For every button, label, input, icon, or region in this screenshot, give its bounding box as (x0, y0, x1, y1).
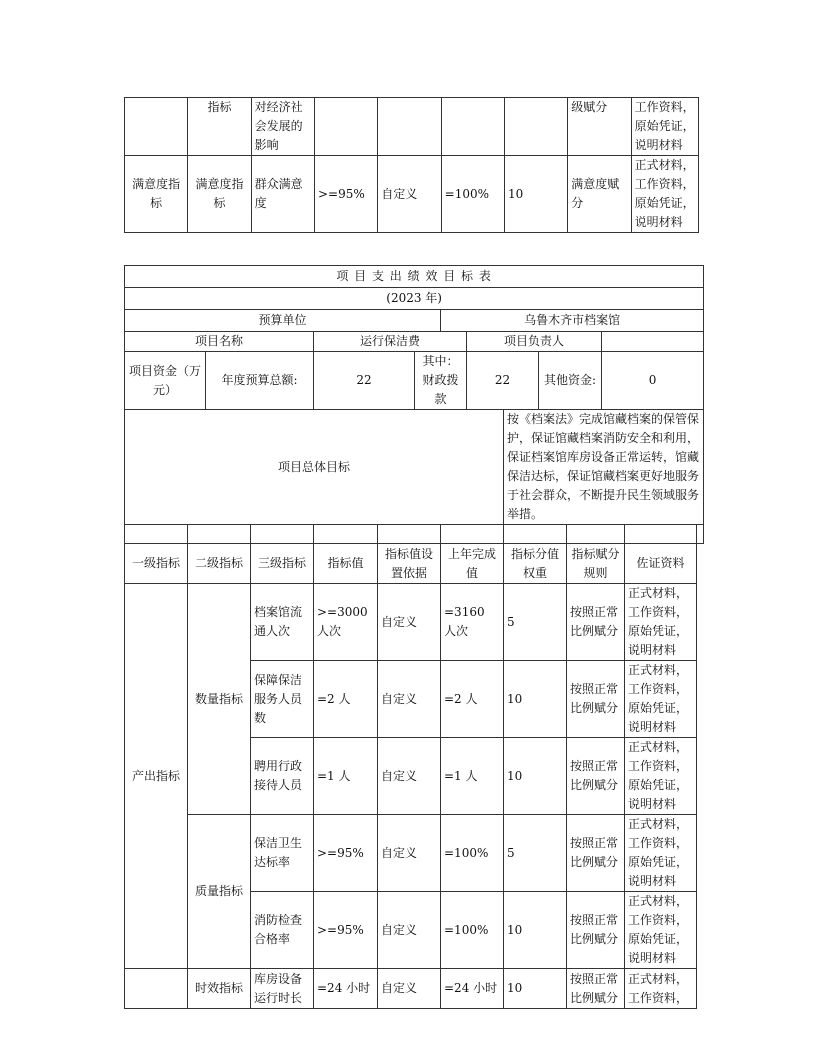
table-row (125, 815, 704, 892)
funds-label: 项目资金（万元） (125, 352, 206, 410)
cell: =100% (441, 156, 504, 233)
value-cell: >=3000 人次 (314, 584, 378, 661)
spacer-cell (441, 525, 504, 544)
cell: 级赋分 (568, 98, 631, 156)
value-cell: >=95% (314, 815, 378, 892)
header-cell: 指标分值权重 (504, 544, 567, 584)
table-title: 项 目 支 出 绩 效 目 标 表 (125, 266, 704, 288)
spacer-cell (125, 525, 188, 544)
last-year-cell: =100% (441, 892, 504, 969)
value-cell: =24 小时 (314, 969, 378, 1009)
cell (441, 98, 504, 156)
evidence-cell: 正式材料，工作资料，原始凭证，说明材料 (625, 661, 697, 738)
cell: 正式材料，工作资料，原始凭证，说明材料 (631, 156, 698, 233)
evidence-cell: 正式材料，工作资料，原始凭证，说明材料 (625, 892, 697, 969)
spacer-cell (567, 525, 625, 544)
continued-table (124, 97, 699, 233)
table-row (125, 584, 704, 661)
fiscal-value: 22 (467, 352, 539, 410)
table-year: (2023 年) (125, 288, 704, 310)
header-cell: 二级指标 (188, 544, 251, 584)
spacer-cell (314, 525, 378, 544)
rule-cell: 按照正常比例赋分 (567, 661, 625, 738)
project-leader-value (602, 332, 704, 352)
annual-budget-value: 22 (314, 352, 415, 410)
level2-quantity: 数量指标 (188, 584, 251, 815)
evidence-cell: 正式材料，工作资料，原始凭证，说明材料 (625, 815, 697, 892)
basis-cell: 自定义 (378, 969, 441, 1009)
header-cell: 佐证资料 (625, 544, 697, 584)
cell: 自定义 (378, 156, 441, 233)
spacer-cell (697, 525, 704, 544)
basis-cell: 自定义 (378, 661, 441, 738)
cell: 10 (504, 156, 567, 233)
evidence-cell: 正式材料，工作资料，原始凭证，说明材料 (625, 584, 697, 661)
weight-cell: 5 (504, 584, 567, 661)
evidence-cell: 正式材料，工作资料，原始凭证，说明材料 (625, 738, 697, 815)
level3-cell: 库房设备运行时长 (251, 969, 314, 1009)
weight-cell: 5 (504, 815, 567, 892)
last-year-cell: =3160 人次 (441, 584, 504, 661)
weight-cell: 10 (504, 738, 567, 815)
weight-cell: 10 (504, 661, 567, 738)
rule-cell: 按照正常比例赋分 (567, 584, 625, 661)
cell: 指标 (188, 98, 251, 156)
header-cell: 上年完成值 (441, 544, 504, 584)
level3-cell: 保障保洁服务人员数 (251, 661, 314, 738)
spacer-cell (251, 525, 314, 544)
cell (314, 98, 377, 156)
weight-cell: 10 (504, 969, 567, 1009)
cell: >=95% (314, 156, 377, 233)
cell (378, 98, 441, 156)
rule-cell: 按照正常比例赋分 (567, 892, 625, 969)
other-funds-value: 0 (602, 352, 704, 410)
last-year-cell: =100% (441, 815, 504, 892)
table-row (125, 969, 704, 1009)
overall-goal-text: 按《档案法》完成馆藏档案的保管保护，保证馆藏档案消防安全和利用，保证档案馆库房设备正常运转，馆藏保洁达标，保证馆藏档案更好地服务于社会群众，不断提升民生领域服务举措。 (504, 410, 704, 525)
project-name-label: 项目名称 (125, 332, 314, 352)
cell: 满意度赋分 (568, 156, 631, 233)
basis-cell: 自定义 (378, 815, 441, 892)
last-year-cell: =24 小时 (441, 969, 504, 1009)
value-cell: =1 人 (314, 738, 378, 815)
spacer-cell (504, 525, 567, 544)
fiscal-label: 其中：财政拨款 (415, 352, 467, 410)
level3-cell: 消防检查合格率 (251, 892, 314, 969)
header-cell: 一级指标 (125, 544, 188, 584)
basis-cell: 自定义 (378, 738, 441, 815)
spacer-cell (188, 525, 251, 544)
basis-cell: 自定义 (378, 892, 441, 969)
level2-quality: 质量指标 (188, 815, 251, 969)
cell: 工作资料，原始凭证，说明材料 (631, 98, 698, 156)
annual-budget-label: 年度预算总额: (206, 352, 314, 410)
cell: 对经济社会发展的影响 (251, 98, 314, 156)
spacer-cell (378, 525, 441, 544)
project-name-value: 运行保洁费 (314, 332, 467, 352)
header-cell: 指标值 (314, 544, 378, 584)
budget-unit-value: 乌鲁木齐市档案馆 (441, 310, 704, 332)
performance-target-table (124, 265, 704, 1009)
header-cell: 指标值设置依据 (378, 544, 441, 584)
level1-output: 产出指标 (125, 584, 188, 969)
weight-cell: 10 (504, 892, 567, 969)
cell: 满意度指标 (188, 156, 251, 233)
level1-empty (125, 969, 188, 1009)
budget-unit-label: 预算单位 (125, 310, 441, 332)
other-funds-label: 其他资金: (539, 352, 602, 410)
level3-cell: 档案馆流通人次 (251, 584, 314, 661)
cell (125, 98, 188, 156)
cell: 群众满意度 (251, 156, 314, 233)
last-year-cell: =2 人 (441, 661, 504, 738)
value-cell: >=95% (314, 892, 378, 969)
last-year-cell: =1 人 (441, 738, 504, 815)
rule-cell: 按照正常比例赋分 (567, 738, 625, 815)
basis-cell: 自定义 (378, 584, 441, 661)
cell: 满意度指标 (125, 156, 188, 233)
level3-cell: 保洁卫生达标率 (251, 815, 314, 892)
spacer-cell (625, 525, 697, 544)
header-cell: 三级指标 (251, 544, 314, 584)
rule-cell: 按照正常比例赋分 (567, 969, 625, 1009)
level2-time: 时效指标 (188, 969, 251, 1009)
cell (504, 98, 567, 156)
project-leader-label: 项目负责人 (467, 332, 602, 352)
overall-goal-label: 项目总体目标 (125, 410, 504, 525)
level3-cell: 聘用行政接待人员 (251, 738, 314, 815)
rule-cell: 按照正常比例赋分 (567, 815, 625, 892)
value-cell: =2 人 (314, 661, 378, 738)
evidence-cell: 正式材料，工作资料， (625, 969, 697, 1009)
header-cell: 指标赋分规则 (567, 544, 625, 584)
